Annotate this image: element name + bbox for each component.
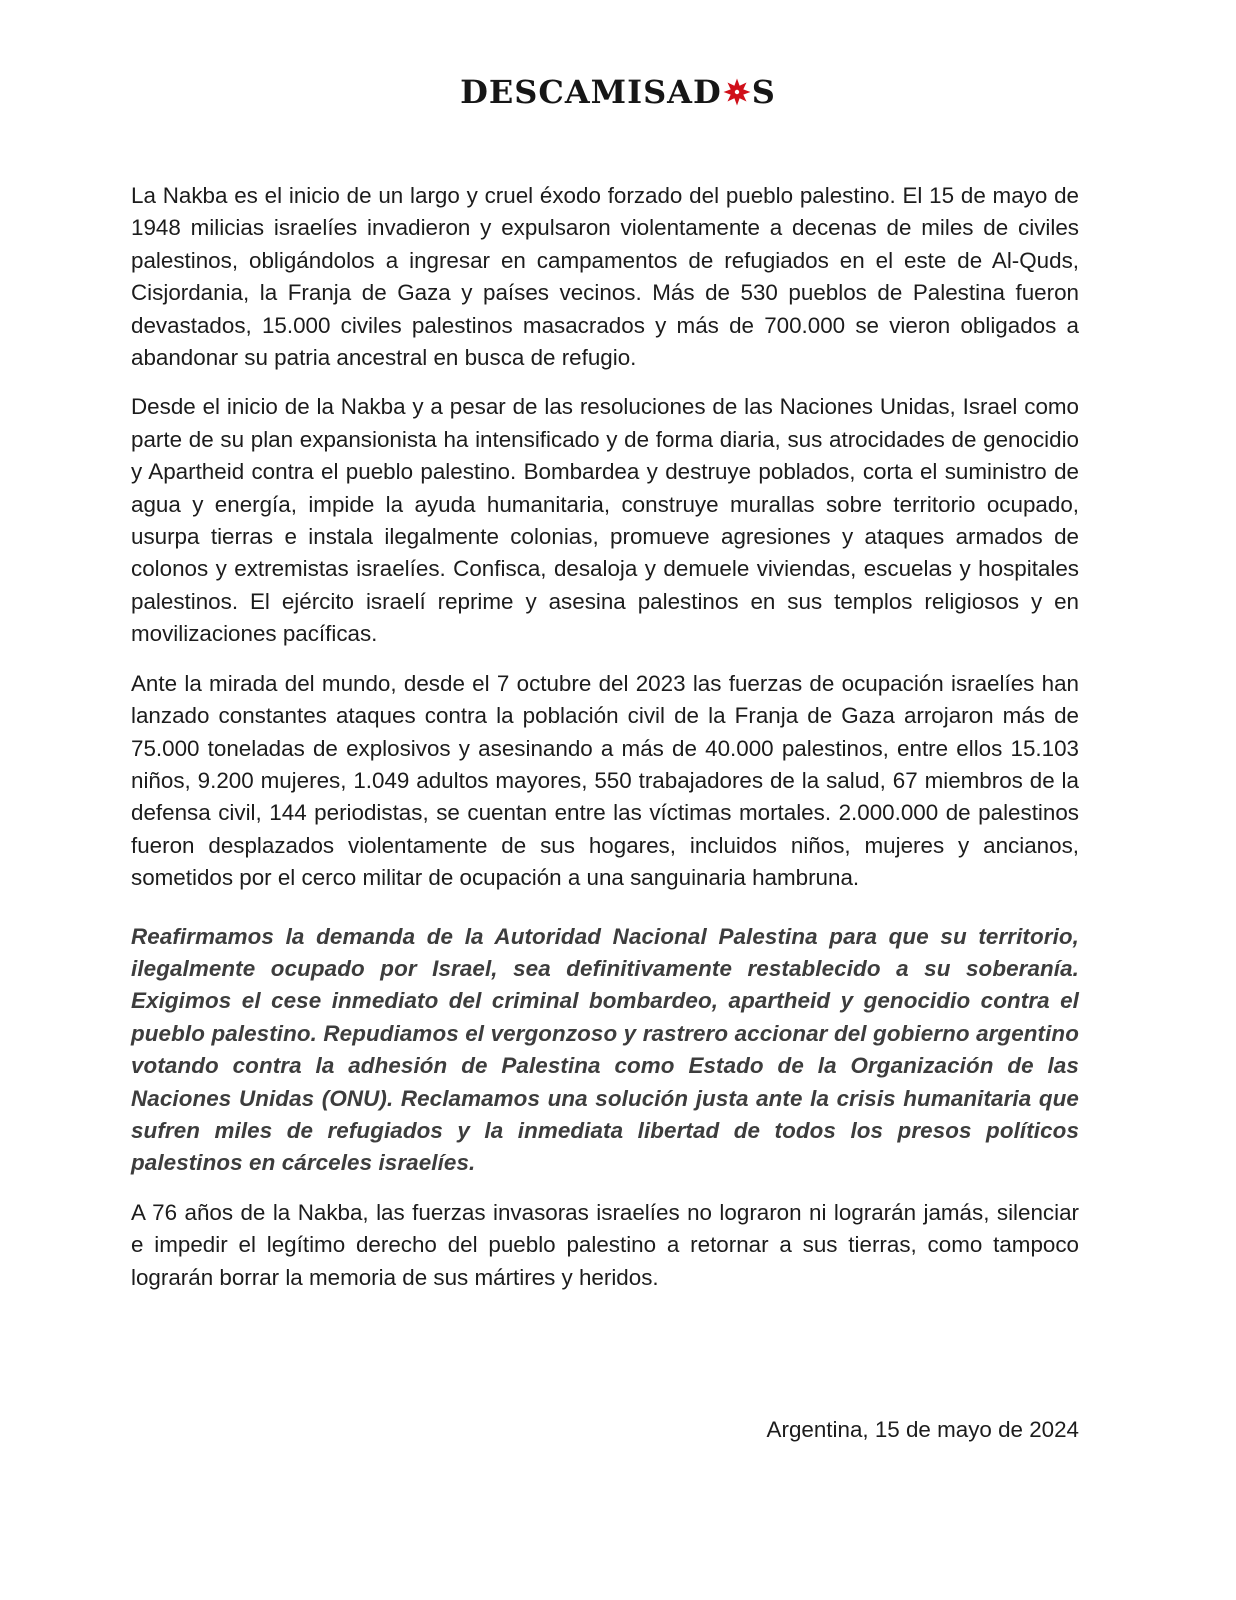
organization-logo	[0, 74, 1236, 110]
statement-body	[131, 180, 1079, 1311]
red-star-icon	[723, 77, 751, 105]
place-and-date: Argentina, 15 de mayo de 2024	[766, 1417, 1079, 1442]
paragraph-nakba-origin: La Nakba es el inicio de un largo y cruel éxodo forzado del pueblo palestino. El 15 de mayo de 1948 milicias israelíes invadieron y expulsaron violentamente a decenas de miles de civiles palestinos, obligándolos a ingresar en campamentos de refugiados en el este de Al-Quds, Cisjordania, la Franja de Gaza y países vecinos. Más de 530 pueblos de Palestina fueron devastados, 15.000 civiles palestinos masacrados y más de 700.000 se vieron obligados a abandonar su patria ancestral en busca de refugio.	[131, 183, 1079, 371]
paragraph-closing: A 76 años de la Nakba, las fuerzas invasoras israelíes no lograron ni lograrán jamás, silenciar e impedir el legítimo derecho del pueblo palestino a retornar a sus tierras, como tampoco lograrán borrar la memoria de sus mártires y heridos.	[131, 1199, 1079, 1290]
red-star-icon-svg	[723, 78, 751, 106]
paragraph-gaza-casualties: Ante la mirada del mundo, desde el 7 octubre del 2023 las fuerzas de ocupación israelíes han lanzado constantes ataques contra la población civil de la Franja de Gaza arrojaron más de 75.000 toneladas de explosivos y asesinando a más de 40.000 palestinos, entre ellos 15.103 niños, 9.200 mujeres, 1.049 adultos mayores, 550 trabajadores de la salud, 67 miembros de la defensa civil, 144 periodistas, se cuentan entre las víctimas mortales. 2.000.000 de palestinos fueron desplazados violentamente de sus hogares, incluidos niños, mujeres y ancianos, sometidos por el cerco militar de ocupación a una sanguinaria hambruna.	[131, 670, 1079, 891]
paragraph-israeli-atrocities: Desde el inicio de la Nakba y a pesar de las resoluciones de las Naciones Unidas, Israel como parte de su plan expansionista ha intensificado y de forma diaria, sus atrocidades de genocidio y Apartheid contra el pueblo palestino. Bombardea y destruye poblados, corta el suministro de agua y energía, impide la ayuda humanitaria, construye murallas sobre territorio ocupado, usurpa tierras e instala ilegalmente colonias, promueve agresiones y ataques armados de colonos y extremistas israelíes. Confisca, desaloja y demuele viviendas, escuelas y hospitales palestinos. El ejército israelí reprime y asesina palestinos en sus templos religiosos y en movilizaciones pacíficas.	[131, 394, 1079, 647]
logo-text-suffix: S	[751, 73, 776, 111]
logo-text-prefix: DESCAMISAD	[460, 73, 722, 111]
paragraph-demands: Reafirmamos la demanda de la Autoridad Nacional Palestina para que su territorio, ilegalmente ocupado por Israel, sea definitivamente restablecido a su soberanía. Exigimos el cese inmediato del criminal bombardeo, apartheid y genocidio contra el pueblo palestino. Repudiamos el vergonzoso y rastrero accionar del gobierno argentino votando contra la adhesión de Palestina como Estado de la Organización de las Naciones Unidas (ONU). Reclamamos una solución justa ante la crisis humanitaria que sufren miles de refugiados y la inmediata libertad de todos los presos políticos palestinos en cárceles israelíes.	[131, 923, 1079, 1176]
star-center	[735, 90, 739, 94]
